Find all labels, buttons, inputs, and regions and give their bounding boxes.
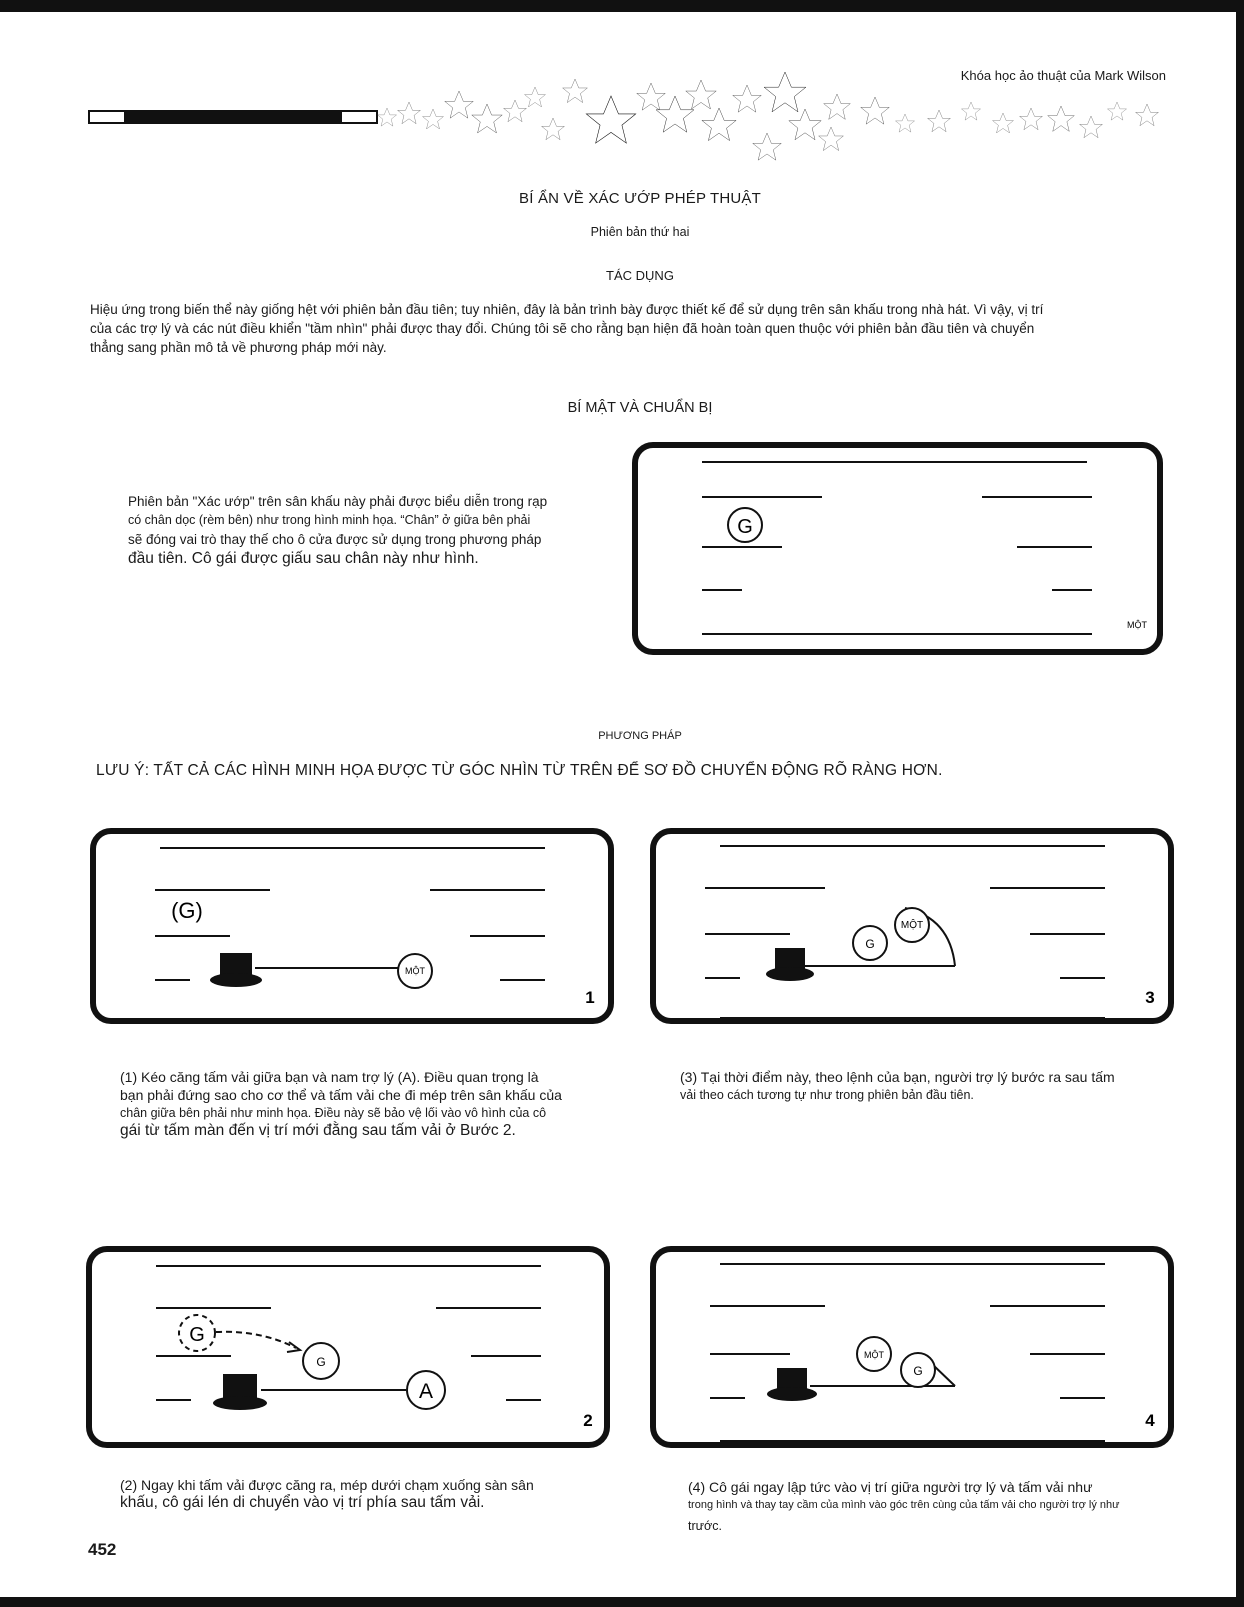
step-number: 4 <box>1145 1411 1155 1430</box>
right-border <box>1236 0 1244 1607</box>
caption-line: trong hình và thay tay cầm của mình vào góc trên cùng của tấm vải cho người trợ lý như <box>688 1499 1120 1511</box>
method-note: LƯU Ý: TẤT CẢ CÁC HÌNH MINH HỌA ĐƯỢC TỪ GÓC NHÌN TỪ TRÊN ĐỂ SƠ ĐỒ CHUYỂN ĐỘNG RÕ RÀNG HƠN. <box>96 762 943 779</box>
effect-paragraph <box>90 300 1150 357</box>
stage-diagram-1 <box>90 828 620 1033</box>
assistant-label: A <box>418 1380 434 1403</box>
girl-start-label: G <box>189 1324 205 1346</box>
assistant-label: MỘT <box>864 1350 884 1360</box>
girl-label: (G) <box>171 898 203 923</box>
secret-line: có chân dọc (rèm bên) như trong hình minh họa. “Chân” ở giữa bên phải <box>128 513 531 527</box>
top-hat-icon <box>213 1374 267 1410</box>
page-subtitle: Phiên bản thứ hai <box>590 225 690 239</box>
top-hat-icon <box>767 1368 817 1401</box>
stars-decoration-icon <box>375 70 1175 170</box>
caption-step-1 <box>120 1068 620 1140</box>
step-number: 1 <box>585 988 595 1007</box>
secret-paragraph <box>128 492 598 568</box>
secret-line: Phiên bản "Xác ướp" trên sân khấu này phải được biểu diễn trong rạp <box>128 494 548 509</box>
stage-diagram-3 <box>650 828 1180 1033</box>
girl-label: G <box>737 516 753 538</box>
assistant-label: MỘT <box>900 920 924 931</box>
caption-line: khấu, cô gái lén di chuyển vào vị trí phía sau tấm vải. <box>120 1494 485 1511</box>
girl-label: G <box>865 937 875 951</box>
stage-outline <box>653 1249 1171 1445</box>
caption-line: (2) Ngay khi tấm vải được căng ra, mép dưới chạm xuống sàn sân <box>120 1477 534 1493</box>
stage-outline <box>93 831 611 1021</box>
caption-step-4 <box>688 1478 1198 1535</box>
method-heading: PHƯƠNG PHÁP <box>598 730 682 742</box>
page-number: 452 <box>88 1540 117 1559</box>
corner-label: MỘT <box>1127 620 1147 630</box>
stage-outline <box>89 1249 607 1445</box>
step-number: 2 <box>583 1411 593 1430</box>
magic-wand-icon <box>88 110 378 124</box>
caption-line: (4) Cô gái ngay lập tức vào vị trí giữa người trợ lý và tấm vải như <box>688 1479 1093 1495</box>
bottom-border <box>0 1597 1244 1607</box>
girl-label: G <box>913 1364 923 1378</box>
caption-line: (1) Kéo căng tấm vải giữa bạn và nam trợ lý (A). Điều quan trọng là <box>120 1069 539 1085</box>
stage-diagram-intro <box>632 442 1172 662</box>
effect-line: thẳng sang phần mô tả về phương pháp mới này. <box>90 340 387 355</box>
top-hat-icon <box>766 948 814 981</box>
top-hat-icon <box>210 953 262 987</box>
caption-step-3 <box>680 1068 1180 1104</box>
stage-diagram-2 <box>86 1246 616 1456</box>
stage-outline <box>635 445 1160 652</box>
caption-line: gái từ tấm màn đến vị trí mới đằng sau tấm vải ở Bước 2. <box>120 1122 516 1139</box>
page-title: BÍ ẨN VỀ XÁC ƯỚP PHÉP THUẬT <box>519 190 761 207</box>
caption-line: (3) Tại thời điểm này, theo lệnh của bạn, người trợ lý bước ra sau tấm <box>680 1069 1115 1085</box>
move-arrow-icon <box>216 1332 296 1348</box>
step-number: 3 <box>1145 988 1155 1007</box>
assistant-label: MỘT <box>405 966 425 976</box>
caption-line: chân giữa bên phải như minh họa. Điều này sẽ bảo vệ lối vào vô hình của cô <box>120 1106 547 1120</box>
series-title: Khóa học ảo thuật của Mark Wilson <box>960 68 1166 83</box>
secret-line: đầu tiên. Cô gái được giấu sau chân này như hình. <box>128 550 479 567</box>
secret-line: sẽ đóng vai trò thay thế cho ô cửa được sử dụng trong phương pháp <box>128 532 542 547</box>
effect-line: của các trợ lý và các nút điều khiển "tầm nhìn" phải được thay đổi. Chúng tôi sẽ cho rằng bạn hiện đã hoàn toàn quen thuộc với phiên bản đầu tiên và chuyển <box>90 321 1035 336</box>
caption-step-2 <box>120 1476 640 1512</box>
effect-heading: TÁC DỤNG <box>606 268 674 283</box>
top-border <box>0 0 1244 12</box>
caption-line: vải theo cách tương tự như trong phiên bản đầu tiên. <box>680 1088 974 1102</box>
stage-diagram-4 <box>650 1246 1180 1456</box>
caption-line: bạn phải đứng sao cho cơ thể và tấm vải che đi mép trên sân khấu của <box>120 1087 562 1103</box>
girl-label: G <box>316 1355 326 1369</box>
secret-heading: BÍ MẬT VÀ CHUẨN BỊ <box>567 400 713 416</box>
effect-line: Hiệu ứng trong biến thể này giống hệt với phiên bản đầu tiên; tuy nhiên, đây là bản trình bày được thiết kế để sử dụng trên sân khấu trong nhà hát. Vì vậy, vị trí <box>90 302 1044 317</box>
caption-line: trước. <box>688 1519 722 1533</box>
